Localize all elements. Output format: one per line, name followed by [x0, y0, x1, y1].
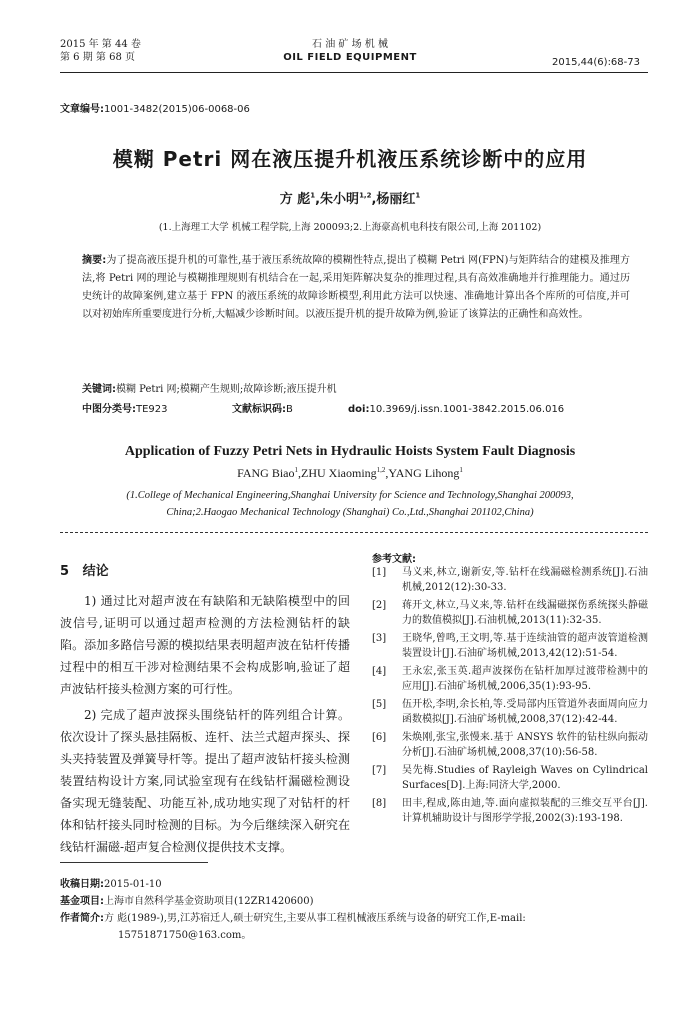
reference-number: [1] — [372, 567, 387, 578]
citation-info: 2015,44(6):68-73 — [552, 57, 640, 68]
author-2-en-sup: 1,2 — [376, 466, 386, 474]
reference-item — [372, 796, 648, 826]
authors-zh — [0, 188, 700, 207]
conclusion-body — [60, 590, 350, 858]
footnotes — [60, 876, 648, 944]
section-title: 结论 — [82, 564, 109, 579]
keywords-text: 模糊 Petri 网;模糊产生规则;故障诊断;液压提升机 — [116, 384, 337, 395]
section-heading — [60, 560, 109, 579]
reference-item — [372, 598, 648, 628]
doc-code-label: 文献标识码: — [232, 404, 286, 415]
reference-number: [8] — [372, 798, 387, 809]
header-rule — [60, 72, 648, 73]
reference-item — [372, 664, 648, 694]
author-3-en: ,YANG Lihong — [385, 466, 460, 480]
article-number — [60, 100, 250, 115]
article-number-value: 1001-3482(2015)06-0068-06 — [104, 104, 250, 115]
reference-item — [372, 730, 648, 760]
issue-page-line: 第 6 期 第 68 页 — [60, 52, 135, 63]
abstract-text: 为了提高液压提升机的可靠性,基于液压系统故障的模糊性特点,提出了模糊 Petri 网(FPN)与矩阵结合的建模及推理方法,将 Petri 网的理论与模糊推理规则有机结合在一起,采用矩阵解决复杂的推理过程,具有高效准确地并行推理能力。通过历史统计的故障案例,建立基于 FPN 的液压系统的故障诊断模型,利用此方法可以快速、准确地计算出各个库所的可信度,并可以对初始库所重要度进行分析,大幅减少诊断时间。以液压提升机的提升故障为例,验证了该算法的正确性和高效性。 — [82, 255, 630, 320]
reference-number: [3] — [372, 633, 387, 644]
affiliation-en — [0, 487, 700, 521]
fund-value: 上海市自然科学基金资助项目(12ZR1420600) — [104, 896, 314, 907]
reference-item — [372, 631, 648, 661]
received-date — [60, 876, 648, 893]
conclusion-paragraph-1: 1) 通过比对超声波在有缺陷和无缺陷模型中的回波信号,证明可以通过超声检测的方法检测钻杆的缺陷。添加多路信号源的模拟结果表明超声波在钻杆传播过程中的相互干涉对检测结果不会构成影响,验证了超声波钻杆接头检测方案的可行性。 — [60, 594, 350, 696]
fund-info — [60, 893, 648, 910]
author-bio-value: 方 彪(1989-),男,江苏宿迁人,硕士研究生,主要从事工程机械液压系统与设备的研究工作,E-mail: — [104, 913, 526, 924]
abstract — [82, 252, 630, 324]
reference-number: [4] — [372, 666, 387, 677]
author-3: ,杨丽红 — [371, 192, 416, 207]
reference-text: 朱焕刚,张宝,张慢来.基于 ANSYS 软件的钻柱纵向振动分析[J].石油矿场机械,2008,37(10):56-58. — [402, 732, 648, 758]
reference-number: [6] — [372, 732, 387, 743]
reference-number: [2] — [372, 600, 387, 611]
author-1-en-sup: 1 — [294, 466, 299, 474]
reference-text: 田丰,程成,陈由迪,等.面向虚拟装配的三维交互平台[J].计算机辅助设计与图形学学报,2002(3):193-198. — [402, 798, 648, 824]
author-bio — [60, 910, 648, 927]
author-email: 15751871750@163.com。 — [118, 930, 252, 941]
author-2: ,朱小明 — [315, 192, 360, 207]
reference-item — [372, 565, 648, 595]
doc-code-value: B — [286, 404, 293, 415]
doi-value: 10.3969/j.issn.1001-3842.2015.06.016 — [369, 404, 565, 415]
author-2-sup: 1,2 — [359, 191, 372, 200]
paper-title-zh: 模糊 Petri 网在液压提升机液压系统诊断中的应用 — [112, 147, 588, 171]
author-1-en: FANG Biao — [237, 466, 295, 480]
clc-value: TE923 — [136, 404, 168, 415]
doi-label: doi: — [348, 404, 370, 415]
journal-name-en: OIL FIELD EQUIPMENT — [283, 52, 417, 63]
reference-item — [372, 763, 648, 793]
conclusion-paragraph-2: 2) 完成了超声波探头围绕钻杆的阵列组合计算。依次设计了探头悬挂隔板、连杆、法兰式超声探头、探头夹持装置及弹簧导杆等。提出了超声波钻杆接头检测装置结构设计方案,同试验室现有在线钻杆漏磁检测设备实现无缝装配、功能互补,成功地实现了对钻杆的杆体和钻杆接头同时检测的目标。为今后继续深入研究在线钻杆漏磁-超声复合检测仪提供技术支撑。 — [60, 708, 350, 854]
footnote-rule — [60, 862, 208, 863]
reference-text: 伍开松,李明,余长柏,等.受局部内压管道外表面周向应力函数模拟[J].石油矿场机械,2008,37(12):42-44. — [402, 699, 648, 725]
volume-line: 2015 年 第 44 卷 — [60, 39, 141, 50]
references-list — [372, 565, 648, 829]
keywords-label: 关键词: — [82, 384, 116, 395]
article-number-label: 文章编号: — [60, 104, 104, 115]
reference-text: 王永宏,张玉英.超声波探伤在钻杆加厚过渡带检测中的应用[J].石油矿场机械,2006,35(1):93-95. — [402, 666, 648, 692]
author-3-sup: 1 — [415, 191, 421, 200]
received-label: 收稿日期: — [60, 879, 104, 890]
section-divider — [60, 532, 648, 533]
journal-name-zh: 石 油 矿 场 机 械 — [312, 39, 388, 50]
affiliation-en-line2: China;2.Haogao Mechanical Technology (Shanghai) Co.,Ltd.,Shanghai 201102,China) — [166, 507, 534, 518]
section-number: 5 — [60, 564, 70, 579]
reference-text: 王晓华,曾鸣,王文明,等.基于连续油管的超声波管道检测装置设计[J].石油矿场机械,2013,42(12):51-54. — [402, 633, 648, 659]
clc-label: 中图分类号: — [82, 404, 136, 415]
reference-text: 吴先梅.Studies of Rayleigh Waves on Cylindrical Surfaces[D].上海:同济大学,2000. — [402, 765, 648, 791]
received-value: 2015-01-10 — [104, 879, 162, 890]
reference-text: 蒋开文,林立,马义来,等.钻杆在线漏磁探伤系统探头静磁力的数值模拟[J].石油机械,2013(11):32-35. — [402, 600, 648, 626]
affiliation-zh: (1.上海理工大学 机械工程学院,上海 200093;2.上海豪高机电科技有限公司,上海 201102) — [158, 222, 542, 233]
reference-number: [5] — [372, 699, 387, 710]
fund-label: 基金项目: — [60, 896, 104, 907]
classification-line — [82, 400, 564, 415]
authors-en — [0, 466, 700, 481]
abstract-label: 摘要: — [82, 255, 107, 266]
reference-text: 马义来,林立,谢新安,等.钻杆在线漏磁检测系统[J].石油机械,2012(12):30-33. — [402, 567, 648, 593]
affiliation-en-line1: (1.College of Mechanical Engineering,Shanghai University for Science and Technology,Shanghai 200093, — [126, 490, 574, 501]
reference-item — [372, 697, 648, 727]
references-heading: 参考文献: — [372, 554, 416, 565]
author-1-sup: 1 — [310, 191, 316, 200]
author-1: 方 彪 — [279, 192, 311, 207]
author-3-en-sup: 1 — [459, 466, 463, 474]
reference-number: [7] — [372, 765, 387, 776]
author-bio-label: 作者简介: — [60, 913, 104, 924]
author-2-en: ,ZHU Xiaoming — [298, 466, 377, 480]
paper-title-en: Application of Fuzzy Petri Nets in Hydraulic Hoists System Fault Diagnosis — [124, 444, 576, 459]
keywords — [82, 380, 337, 395]
